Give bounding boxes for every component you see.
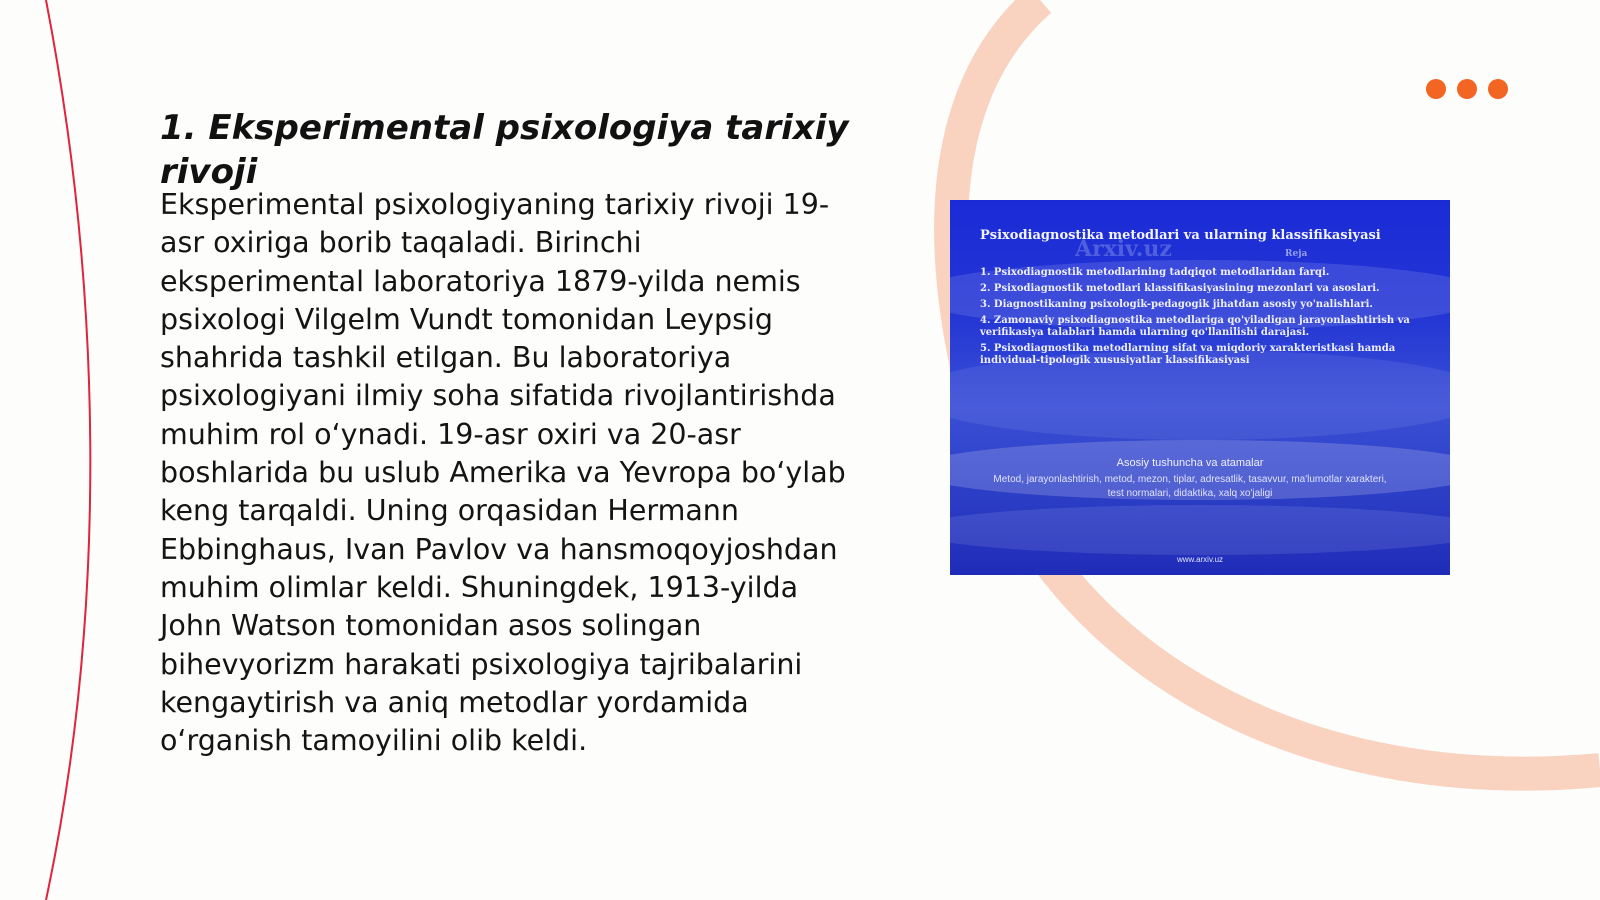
thumbnail-item-list	[980, 267, 1445, 371]
thumbnail-list-item: 2. Psixodiagnostik metodlari klassifikasiyasining mezonlari va asoslari.	[980, 283, 1380, 294]
thumbnail-subtag: Reja	[1285, 249, 1308, 259]
left-red-line	[46, 0, 90, 900]
thumbnail-list-item: 5. Psixodiagnostika metodlarning sifat va miqdoriy xarakteristkasi hamda individual-tipologik xususiyatlar klassifikasiyasi	[980, 343, 1396, 366]
dot-icon	[1457, 79, 1477, 99]
slide-thumbnail-image	[950, 200, 1450, 575]
dot-icon	[1488, 79, 1508, 99]
thumbnail-watermark: Arxiv.uz	[1075, 236, 1172, 262]
thumbnail-footer: www.arxiv.uz	[1176, 555, 1224, 564]
thumbnail-sub-text: Metod, jarayonlashtirish, metod, mezon, tiplar, adresatlik, tasavvur, ma'lumotlar xarakteri, test normalari, didaktika, xalq xo'jaligi	[993, 474, 1387, 499]
dot-icon	[1426, 79, 1446, 99]
thumbnail-list-item: 4. Zamonaviy psixodiagnostika metodlariga qo'yiladigan jarayonlashtirish va verifikasiya talablari hamda ularning qo'llanilishi darajasi.	[980, 315, 1410, 338]
thumbnail-sub-heading: Asosiy tushuncha va atamalar	[1116, 457, 1264, 469]
slide-body-text: Eksperimental psixologiyaning tarixiy rivoji 19-asr oxiriga borib taqaladi. Birinchi eksperimental laboratoriya 1879-yilda nemis psixologi Vilgelm Vundt tomonidan Leypsig shahrida tashkil etilgan. Bu laboratoriya psixologiyani ilmiy soha sifatida rivojlantirishda muhim rol o‘ynadi. 19-asr oxiri va 20-asr boshlarida bu uslub Amerika va Yevropa bo‘ylab keng tarqaldi. Uning orqasidan Hermann Ebbinghaus, Ivan Pavlov va hansmoqoyjoshdan muhim olimlar keldi. Shuningdek, 1913-yilda John Watson tomonidan asos solingan bihevyorizm harakati psixologiya tajribalarini kengaytirish va aniq metodlar yordamida o‘rganish tamoyilini olib keldi.	[160, 188, 846, 758]
three-dots-icon[interactable]	[1426, 79, 1508, 99]
thumbnail-list-item: 3. Diagnostikaning psixologik-pedagogik jihatdan asosiy yo'nalishlari.	[980, 299, 1373, 310]
slide-title: 1. Eksperimental psixologiya tarixiy rivoji	[160, 108, 849, 192]
thumbnail-title: Psixodiagnostika metodlari va ularning klassifikasiyasi	[980, 228, 1381, 243]
thumbnail-list-item: 1. Psixodiagnostik metodlarining tadqiqot metodlaridan farqi.	[980, 267, 1330, 278]
